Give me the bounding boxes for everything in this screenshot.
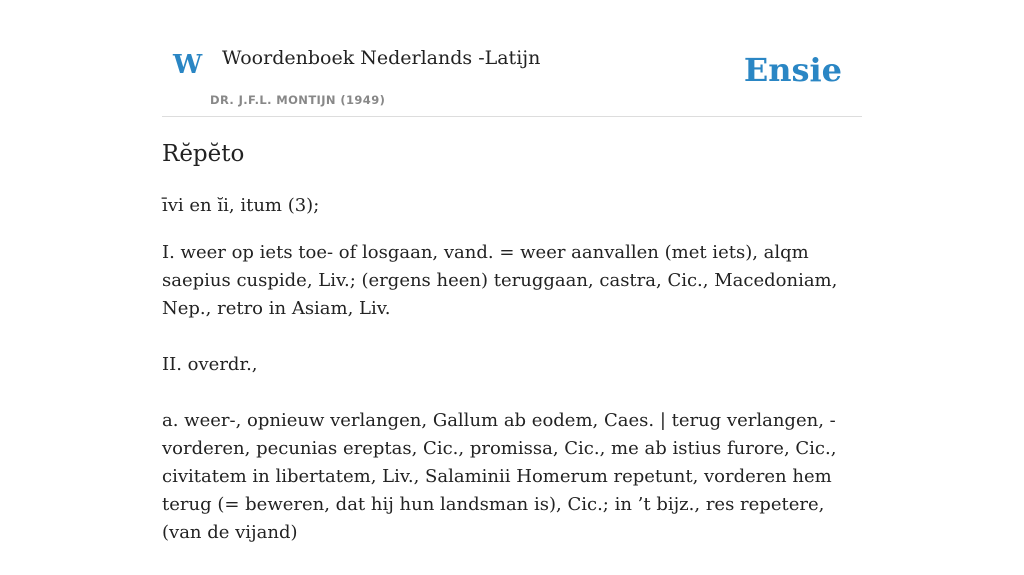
- dictionary-logo-icon[interactable]: W: [173, 50, 203, 80]
- entry-definition: [162, 239, 862, 575]
- dictionary-header: [162, 0, 862, 117]
- entry-headword: Rĕpĕto: [162, 141, 245, 167]
- definition-paragraph: I. weer op iets toe- of losgaan, vand. = weer aanvallen (met iets), alqm saepius cuspide, Liv.; (ergens heen) teruggaan, castra, Cic., Macedoniam, Nep., retro in Asiam, Liv.: [162, 242, 838, 319]
- dictionary-title[interactable]: Woordenboek Nederlands -Latijn: [222, 47, 541, 69]
- definition-paragraph: a. weer-, opnieuw verlangen, Gallum ab eodem, Caes. | terug verlangen, -vorderen, pecunias ereptas, Cic., promissa, Cic., me ab istius furore, Cic., civitatem in libertatem, Liv., Salaminii Homerum repetunt, vorderen hem terug (= beweren, dat hij hun landsman is), Cic.; in ’t bijz., res repetere, (van de vijand): [162, 410, 837, 543]
- page: [162, 0, 862, 543]
- ensie-brand-link[interactable]: Ensie: [743, 51, 842, 89]
- definition-paragraph: II. overdr.,: [162, 354, 258, 375]
- entry-forms: īvi en ĭi, itum (3);: [162, 195, 320, 216]
- dictionary-author: DR. J.F.L. MONTIJN (1949): [210, 93, 386, 107]
